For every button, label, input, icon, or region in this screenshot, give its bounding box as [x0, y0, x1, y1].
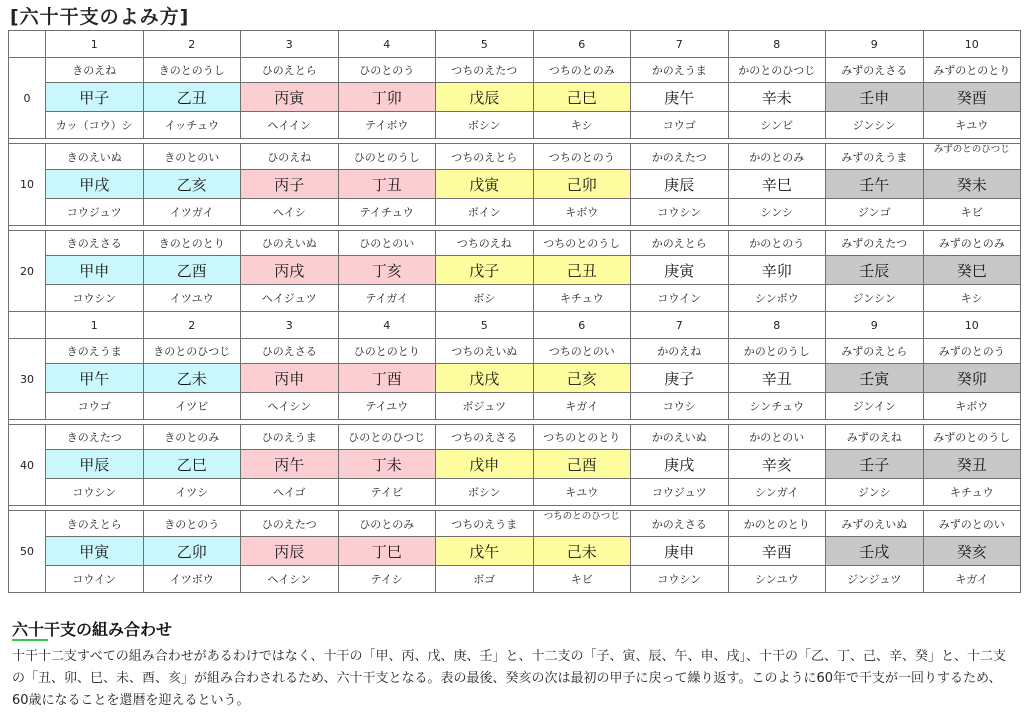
onyomi-cell: テイシ	[338, 566, 436, 593]
onyomi-cell: シンビ	[728, 112, 826, 139]
kanji-cell: 甲戌	[46, 170, 144, 199]
kanji-cell: 甲子	[46, 83, 144, 112]
onyomi-cell: イツビ	[143, 393, 241, 420]
yomi-cell: つちのえいぬ	[436, 339, 534, 364]
onyomi-cell: テイボウ	[338, 112, 436, 139]
kanji-cell: 癸巳	[923, 256, 1021, 285]
kanji-cell: 癸丑	[923, 450, 1021, 479]
yomi-cell: かのとのとり	[728, 511, 826, 537]
kanji-cell: 庚子	[631, 364, 729, 393]
kanji-cell: 丙子	[241, 170, 339, 199]
onyomi-cell: テイビ	[338, 479, 436, 506]
section-heading: 六十干支の組み合わせ	[12, 620, 173, 639]
onyomi-cell: キユウ	[923, 112, 1021, 139]
kanji-cell: 壬寅	[826, 364, 924, 393]
column-number-row	[9, 312, 1021, 339]
onyomi-cell: キガイ	[923, 566, 1021, 593]
kanji-cell: 丁亥	[338, 256, 436, 285]
row-index: 0	[9, 58, 46, 139]
kanji-cell: 丁酉	[338, 364, 436, 393]
row-index: 30	[9, 339, 46, 420]
column-number: 5	[436, 312, 534, 339]
kanji-cell: 乙巳	[143, 450, 241, 479]
column-number: 4	[338, 312, 436, 339]
yomi-cell: つちのとのみ	[533, 58, 631, 83]
onyomi-cell: ヘイシン	[241, 566, 339, 593]
onyomi-cell: キユウ	[533, 479, 631, 506]
yomi-cell: かのえとら	[631, 231, 729, 256]
kanji-cell: 己卯	[533, 170, 631, 199]
yomi-cell: ひのとのうし	[338, 144, 436, 170]
onyomi-cell: テイガイ	[338, 285, 436, 312]
onyomi-cell: テイユウ	[338, 393, 436, 420]
yomi-cell: きのとのう	[143, 511, 241, 537]
heading-underline	[12, 639, 48, 641]
column-number: 5	[436, 31, 534, 58]
onyomi-cell: テイチュウ	[338, 199, 436, 226]
kanji-cell: 庚申	[631, 537, 729, 566]
onyomi-cell: キボウ	[923, 393, 1021, 420]
yomi-cell: つちのえとら	[436, 144, 534, 170]
onyomi-cell: シンシ	[728, 199, 826, 226]
kanji-cell: 丁丑	[338, 170, 436, 199]
yomi-cell: かのえね	[631, 339, 729, 364]
yomi-cell: かのとのひつじ	[728, 58, 826, 83]
yomi-row	[9, 58, 1021, 83]
yomi-cell: つちのえね	[436, 231, 534, 256]
kanji-cell: 庚戌	[631, 450, 729, 479]
kanji-cell: 己巳	[533, 83, 631, 112]
column-number: 2	[143, 31, 241, 58]
yomi-row	[9, 425, 1021, 450]
kanji-row	[9, 450, 1021, 479]
onyomi-cell: コウシ	[631, 393, 729, 420]
kanji-cell: 甲午	[46, 364, 144, 393]
onyomi-cell: ボシン	[436, 479, 534, 506]
yomi-cell: ひのえとら	[241, 58, 339, 83]
yomi-cell: かのとのみ	[728, 144, 826, 170]
yomi-cell: ひのえね	[241, 144, 339, 170]
yomi-cell: つちのとのうし	[533, 231, 631, 256]
yomi-cell: みずのとのい	[923, 511, 1021, 537]
onyomi-cell: イツボウ	[143, 566, 241, 593]
onyomi-cell: イツシ	[143, 479, 241, 506]
yomi-cell: ひのとのう	[338, 58, 436, 83]
onyomi-cell: コウイン	[46, 566, 144, 593]
yomi-row	[9, 231, 1021, 256]
yomi-cell: つちのとのとり	[533, 425, 631, 450]
onyomi-cell: コウシン	[46, 285, 144, 312]
kanji-cell: 丙戌	[241, 256, 339, 285]
kanji-cell: 戊子	[436, 256, 534, 285]
yomi-cell: みずのえいぬ	[826, 511, 924, 537]
kanji-cell: 戊申	[436, 450, 534, 479]
onyomi-cell: コウゴ	[631, 112, 729, 139]
onyomi-cell: キボウ	[533, 199, 631, 226]
kanji-cell: 辛巳	[728, 170, 826, 199]
column-number: 10	[923, 31, 1021, 58]
onyomi-row	[9, 393, 1021, 420]
onyomi-cell: コウジュツ	[631, 479, 729, 506]
kanji-cell: 癸卯	[923, 364, 1021, 393]
yomi-cell: かのとのい	[728, 425, 826, 450]
onyomi-cell: シンガイ	[728, 479, 826, 506]
row-index: 20	[9, 231, 46, 312]
onyomi-cell: キチュウ	[533, 285, 631, 312]
kanji-cell: 戊戌	[436, 364, 534, 393]
kanji-cell: 庚寅	[631, 256, 729, 285]
yomi-cell: きのえいぬ	[46, 144, 144, 170]
yomi-cell: ひのえたつ	[241, 511, 339, 537]
kanji-cell: 丁卯	[338, 83, 436, 112]
kanji-cell: 戊午	[436, 537, 534, 566]
yomi-cell: かのえいぬ	[631, 425, 729, 450]
onyomi-row	[9, 479, 1021, 506]
onyomi-cell: ジンシ	[826, 479, 924, 506]
kanji-row	[9, 170, 1021, 199]
yomi-cell: きのとのうし	[143, 58, 241, 83]
yomi-cell: みずのとのひつじ	[923, 144, 1021, 170]
explanation-paragraph: 十干十二支すべての組み合わせがあるわけではなく、十干の「甲、丙、戊、庚、壬」と、十二支の「子、寅、辰、午、申、戌」、十干の「乙、丁、己、辛、癸」と、十二支の「丑、卯、巳、未、酉、亥」が組み合わされるため、六十干支となる。表の最後、癸亥の次は最初の甲子に戻って繰り返す。このように60年で干支が一回りするため、60歳になることを還暦を迎えるという。	[12, 649, 1006, 708]
yomi-cell: きのとのとり	[143, 231, 241, 256]
onyomi-cell: コウシン	[631, 199, 729, 226]
onyomi-row	[9, 199, 1021, 226]
column-number: 1	[46, 312, 144, 339]
yomi-cell: みずのえさる	[826, 58, 924, 83]
yomi-cell: きのえうま	[46, 339, 144, 364]
kanji-row	[9, 256, 1021, 285]
row-index: 50	[9, 511, 46, 593]
column-number: 6	[533, 312, 631, 339]
onyomi-cell: シンユウ	[728, 566, 826, 593]
kanji-row	[9, 537, 1021, 566]
kanji-cell: 乙未	[143, 364, 241, 393]
onyomi-cell: コウシン	[631, 566, 729, 593]
yomi-cell: かのえたつ	[631, 144, 729, 170]
onyomi-cell: ボイン	[436, 199, 534, 226]
yomi-cell: ひのとのとり	[338, 339, 436, 364]
kanji-cell: 辛酉	[728, 537, 826, 566]
yomi-cell: かのえさる	[631, 511, 729, 537]
kanji-cell: 辛亥	[728, 450, 826, 479]
kanji-cell: 乙酉	[143, 256, 241, 285]
yomi-cell: みずのとのうし	[923, 425, 1021, 450]
kanji-cell: 丙申	[241, 364, 339, 393]
onyomi-cell: ボシン	[436, 112, 534, 139]
onyomi-cell: ヘイシ	[241, 199, 339, 226]
yomi-cell: きのえね	[46, 58, 144, 83]
yomi-row	[9, 339, 1021, 364]
onyomi-cell: イツユウ	[143, 285, 241, 312]
kanji-cell: 戊辰	[436, 83, 534, 112]
onyomi-cell: イッチュウ	[143, 112, 241, 139]
onyomi-cell: ボシ	[436, 285, 534, 312]
kanji-cell: 丙辰	[241, 537, 339, 566]
column-number: 10	[923, 312, 1021, 339]
onyomi-cell: コウシン	[46, 479, 144, 506]
row-index: 10	[9, 144, 46, 226]
onyomi-cell: ボジュツ	[436, 393, 534, 420]
kanji-cell: 壬辰	[826, 256, 924, 285]
yomi-cell: きのとのみ	[143, 425, 241, 450]
kanji-cell: 辛丑	[728, 364, 826, 393]
kanji-cell: 乙丑	[143, 83, 241, 112]
yomi-cell: きのえさる	[46, 231, 144, 256]
yomi-cell: みずのえね	[826, 425, 924, 450]
onyomi-cell: ジンゴ	[826, 199, 924, 226]
onyomi-cell: ジンジュツ	[826, 566, 924, 593]
column-number: 8	[728, 312, 826, 339]
column-number: 9	[826, 31, 924, 58]
yomi-cell: ひのえいぬ	[241, 231, 339, 256]
yomi-cell: ひのえさる	[241, 339, 339, 364]
kanji-cell: 辛未	[728, 83, 826, 112]
onyomi-cell: イツガイ	[143, 199, 241, 226]
row-index: 40	[9, 425, 46, 506]
column-number: 9	[826, 312, 924, 339]
kanji-cell: 癸未	[923, 170, 1021, 199]
onyomi-cell: ヘイゴ	[241, 479, 339, 506]
column-number: 6	[533, 31, 631, 58]
yomi-cell: つちのえさる	[436, 425, 534, 450]
yomi-cell: つちのえたつ	[436, 58, 534, 83]
yomi-cell: みずのとのみ	[923, 231, 1021, 256]
kanji-cell: 庚午	[631, 83, 729, 112]
yomi-cell: きのえとら	[46, 511, 144, 537]
yomi-cell: かのとのう	[728, 231, 826, 256]
kanji-row	[9, 83, 1021, 112]
yomi-cell: きのとのひつじ	[143, 339, 241, 364]
page-title: [六十干支のよみ方]	[10, 6, 190, 28]
yomi-cell: つちのとのひつじ	[533, 511, 631, 537]
onyomi-cell: コウジュツ	[46, 199, 144, 226]
kanji-cell: 壬子	[826, 450, 924, 479]
column-number: 7	[631, 31, 729, 58]
onyomi-cell: キガイ	[533, 393, 631, 420]
column-number: 7	[631, 312, 729, 339]
onyomi-cell: ジンイン	[826, 393, 924, 420]
kanji-cell: 己未	[533, 537, 631, 566]
onyomi-cell: シンチュウ	[728, 393, 826, 420]
yomi-cell: つちのえうま	[436, 511, 534, 537]
onyomi-cell: コウイン	[631, 285, 729, 312]
onyomi-cell: シンボウ	[728, 285, 826, 312]
onyomi-cell: ジンシン	[826, 112, 924, 139]
onyomi-cell: キシ	[533, 112, 631, 139]
onyomi-row	[9, 566, 1021, 593]
kanji-row	[9, 364, 1021, 393]
yomi-cell: かのえうま	[631, 58, 729, 83]
kanji-cell: 癸酉	[923, 83, 1021, 112]
yomi-cell: ひのえうま	[241, 425, 339, 450]
column-number: 3	[241, 312, 339, 339]
kanji-cell: 庚辰	[631, 170, 729, 199]
kanji-cell: 辛卯	[728, 256, 826, 285]
corner-cell	[9, 31, 46, 58]
kanji-cell: 丙午	[241, 450, 339, 479]
corner-cell	[9, 312, 46, 339]
column-number-row	[9, 31, 1021, 58]
onyomi-row	[9, 112, 1021, 139]
onyomi-cell: キビ	[923, 199, 1021, 226]
yomi-cell: みずのえとら	[826, 339, 924, 364]
yomi-cell: つちのとのい	[533, 339, 631, 364]
column-number: 8	[728, 31, 826, 58]
onyomi-cell: ジンシン	[826, 285, 924, 312]
kanji-cell: 甲辰	[46, 450, 144, 479]
column-number: 1	[46, 31, 144, 58]
yomi-cell: みずのとのう	[923, 339, 1021, 364]
kanji-cell: 壬午	[826, 170, 924, 199]
kanji-cell: 癸亥	[923, 537, 1021, 566]
kanji-cell: 丁未	[338, 450, 436, 479]
yomi-cell: ひのとのひつじ	[338, 425, 436, 450]
kanji-cell: 壬戌	[826, 537, 924, 566]
kanji-cell: 丙寅	[241, 83, 339, 112]
onyomi-cell: キチュウ	[923, 479, 1021, 506]
yomi-cell: きのえたつ	[46, 425, 144, 450]
onyomi-cell: カッ（コウ）シ	[46, 112, 144, 139]
sexagenary-table	[8, 30, 1021, 593]
kanji-cell: 己丑	[533, 256, 631, 285]
yomi-cell: みずのえたつ	[826, 231, 924, 256]
yomi-row	[9, 511, 1021, 537]
yomi-cell: みずのえうま	[826, 144, 924, 170]
kanji-cell: 壬申	[826, 83, 924, 112]
yomi-cell: きのとのい	[143, 144, 241, 170]
column-number: 4	[338, 31, 436, 58]
onyomi-row	[9, 285, 1021, 312]
column-number: 2	[143, 312, 241, 339]
kanji-cell: 乙亥	[143, 170, 241, 199]
yomi-cell: みずのとのとり	[923, 58, 1021, 83]
kanji-cell: 甲寅	[46, 537, 144, 566]
onyomi-cell: キビ	[533, 566, 631, 593]
onyomi-cell: ヘイシン	[241, 393, 339, 420]
kanji-cell: 己亥	[533, 364, 631, 393]
kanji-cell: 戊寅	[436, 170, 534, 199]
kanji-cell: 己酉	[533, 450, 631, 479]
onyomi-cell: ヘイジュツ	[241, 285, 339, 312]
onyomi-cell: キシ	[923, 285, 1021, 312]
onyomi-cell: ボゴ	[436, 566, 534, 593]
yomi-cell: つちのとのう	[533, 144, 631, 170]
onyomi-cell: コウゴ	[46, 393, 144, 420]
kanji-cell: 丁巳	[338, 537, 436, 566]
yomi-row	[9, 144, 1021, 170]
yomi-cell: ひのとのみ	[338, 511, 436, 537]
yomi-cell: ひのとのい	[338, 231, 436, 256]
column-number: 3	[241, 31, 339, 58]
kanji-cell: 乙卯	[143, 537, 241, 566]
yomi-cell: かのとのうし	[728, 339, 826, 364]
onyomi-cell: ヘイイン	[241, 112, 339, 139]
kanji-cell: 甲申	[46, 256, 144, 285]
